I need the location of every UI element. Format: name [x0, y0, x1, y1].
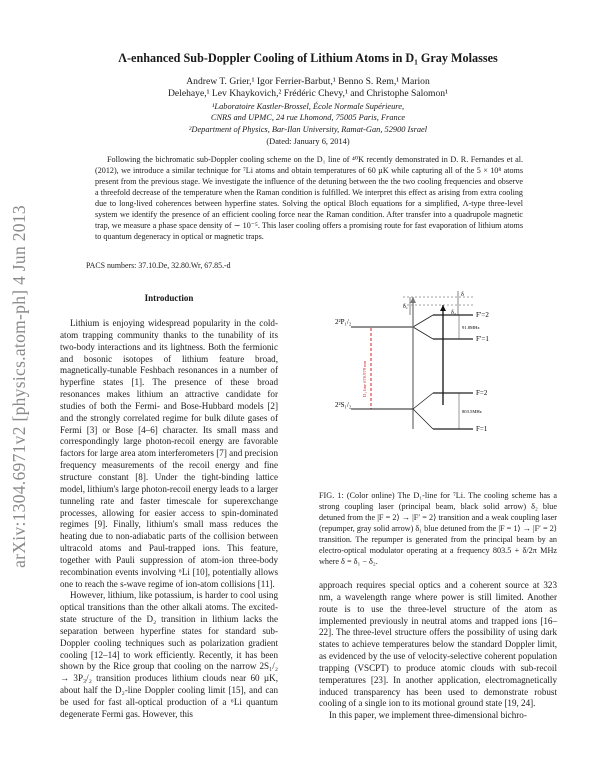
paragraph: Lithium is enjoying widespread popularity in the cold-atom trapping community thanks to the tunability of its two-body interactions and its lightness. Both the fermionic and bosonic isotopes of lithium feature broad, magnetically-tunable Feshbach resonances in a number of hyperfine states [1]. The presence of these broad resonances makes lithium an attractive candidate for studies of both the Fermi- and Bose-Hubbard models [2] and the strongly correlated regime for bulk dilute gases of Fermi [3] or Bose [4–6] character. Its small mass and correspondingly large photon-recoil energy are favorable factors for large area atom interferometers [7] and precision frequency measurements of the recoil energy and fine structure constant [8]. Under the tight-binding lattice model, lithium's large photon-recoil energy leads to a larger tunneling rate and faster timescale for superexchange processes, allowing for easier access to spin-dominated regimes [9]. Finally, lithium's small mass reduces the heating due to non-adiabatic parts of the collision between ultracold atoms and Paul-trapped ions. This feature, together with Pauli suppression of atom-ion three-body recombination events involving ⁶Li [10], potentially allows one to reach the s-wave regime of ion-atom collisions [11]. [60, 318, 278, 589]
author-list [110, 76, 506, 100]
delta2-label: δ₂ [451, 310, 456, 316]
authors-line-1: Andrew T. Grier,¹ Igor Ferrier-Barbut,¹ Benno S. Rem,¹ Marion [186, 76, 430, 87]
delta-label: δ [461, 292, 464, 298]
affiliations [110, 101, 506, 135]
paragraph: In this paper, we implement three-dimensional bichro- [329, 710, 527, 721]
d1-transition-label: D₁ line 670.979 nm [362, 360, 367, 397]
figure-caption: FIG. 1: (Color online) The D₁-line for ⁷Li. The cooling scheme has a strong coupling laser (principal beam, black solid arrow) δ₂ blue detuned from the |F = 2⟩ → |F′ = 2⟩ transition and a weak coupling laser (repumper, gray solid arrow) δ₁ blue detuned from the |F = 1⟩ → |F′ = 2⟩ transition. The repumper is generated from the principal beam by an electro-optical modulator operating at a frequency 803.5 + δ/2π MHz where δ = δ₁ − δ₂. [319, 491, 557, 566]
paragraph: However, lithium, like potassium, is harder to cool using optical transitions than the other alkali atoms. The excited-state structure of the D₂ transition in lithium lacks the separation between hyperfine states for standard sub-Doppler cooling techniques such as polarization gradient cooling [12–14] to work efficiently. Recently, it has been shown by the Rice group that cooling on the narrow 2S₁/₂ → 3P₃/₂ transition produces lithium clouds near 60 µK, about half the D₂-line Doppler cooling limit [15], and can be used for fast all-optical production of a ⁶Li quantum degenerate Fermi gas. However, this [60, 590, 278, 719]
fprime2-label: F′=2 [476, 311, 489, 319]
f2-label: F=2 [476, 389, 488, 397]
authors-line-2: Delehaye,¹ Lev Khaykovich,² Frédéric Chevy,¹ and Christophe Salomon¹ [168, 88, 448, 100]
f1-label: F=1 [476, 425, 488, 433]
affiliation-3: ²Department of Physics, Bar-Ilan University, Ramat-Gan, 52900 Israel [188, 124, 428, 134]
paragraph: approach requires special optics and a coherent source at 323 nm, a wavelength range where power is still limited. Another route is to use the three-level structure of the atom as implemented previously in neutral atoms and trapped ions [16–22]. The three-level structure offers the possibility of using dark states to achieve temperatures below the standard Doppler limit, as evidenced by the use of velocity-selective coherent population trapping (VSCPT) to produce atomic clouds with sub-recoil temperatures [23]. In another application, electromagnetically induced transparency has been used to demonstrate robust cooling of a single ion to its motional ground state [19, 24]. [319, 580, 557, 709]
level-diagram-svg [333, 287, 551, 487]
upper-split-line-b [413, 327, 433, 339]
repumper-arrowhead [410, 297, 416, 303]
energy-level-diagram [333, 287, 551, 492]
affiliation-1: ¹Laboratoire Kastler-Brossel, École Normale Supérieure, [211, 102, 405, 111]
section-heading: Introduction [144, 293, 194, 303]
upper-split-line-a [413, 315, 433, 327]
fprime1-label: F′=1 [476, 335, 489, 343]
upper-state-label: 2²P₁/₂ [335, 318, 352, 326]
arxiv-identifier [0, 36, 40, 736]
upper-splitting-label: 91.8MHz [462, 325, 480, 330]
pacs-numbers: PACS numbers: 37.10.De, 32.80.Wr, 67.85.-d [86, 261, 231, 270]
affiliation-2: CNRS and UPMC, 24 rue Lhomond, 75005 Paris, France [210, 113, 406, 123]
lower-state-label: 2²S₁/₂ [335, 401, 352, 409]
delta1-label: δ₁ [403, 304, 408, 310]
arxiv-id-text: arXiv:1304.6971v2 [physics.atom-ph] 4 Jun 2013 [8, 204, 29, 568]
lower-split-line-b [413, 409, 433, 429]
lower-splitting-label: 803.5MHz [462, 409, 482, 414]
abstract: Following the bichromatic sub-Doppler cooling scheme on the D₁ line of ⁴⁰K recently demonstrated in D. R. Fernandes et al. (2012), we introduce a similar technique for ⁷Li atoms and obtain temperatures of 60 µK while capturing all of the 5 × 10⁸ atoms present from the previous stage. We investigate the influence of the detuning between the the two cooling frequencies and observe a threefold decrease of the temperature when the Raman condition is fulfilled. We interpret this effect as arising from extra cooling due to long-lived coherences between hyperfine states. Solving the optical Bloch equations for a simplified, Λ-type three-level system we identify the presence of an efficient cooling force near the Raman condition. After transfer into a quadrupole magnetic trap, we measure a phase space density of ∼ 10⁻⁵. This laser cooling offers a promising route for fast evaporation of lithium atoms to quantum degeneracy in optical or magnetic traps. [95, 155, 523, 242]
right-column [319, 580, 557, 722]
paper-title: Λ-enhanced Sub-Doppler Cooling of Lithium Atoms in D₁ Gray Molasses [118, 51, 498, 65]
date-line: (Dated: January 6, 2014) [266, 137, 350, 146]
principal-arrowhead [440, 305, 446, 311]
left-column [60, 318, 278, 721]
lower-split-line-a [413, 393, 433, 409]
